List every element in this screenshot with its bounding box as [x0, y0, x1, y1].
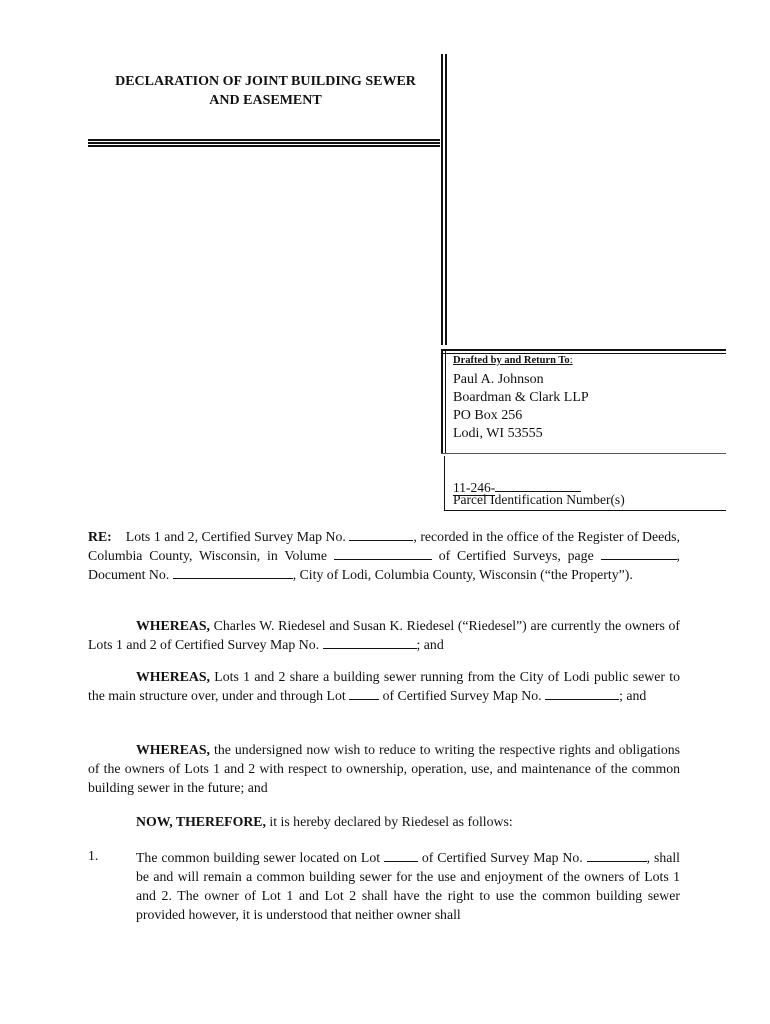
return-address-firm: Boardman & Clark LLP — [453, 390, 589, 405]
parcel-number: 11-246- — [453, 479, 581, 496]
whereas-paragraph-3: WHEREAS, the undersigned now wish to reduce to writing the respective rights and obligations of the owners of Lots 1 and 2 with respect to ownership, operation, use, and maintenance of the common building sewer in the future; and — [88, 742, 680, 795]
vertical-rule — [441, 54, 448, 345]
parcel-label: Parcel Identification Number(s) — [453, 492, 625, 507]
lot-blank[interactable] — [349, 688, 379, 700]
page-blank[interactable] — [601, 548, 677, 560]
lot-blank-2[interactable] — [384, 850, 418, 862]
csm-number-blank-2[interactable] — [323, 637, 417, 649]
csm-number-blank[interactable] — [349, 529, 413, 541]
whereas-paragraph-1: WHEREAS, Charles W. Riedesel and Susan K. Riedesel (“Riedesel”) are currently the owners of Lots 1 and 2 of Certified Survey Map No. ; and — [88, 618, 680, 652]
drafted-by-label: Drafted by and Return To: — [453, 355, 573, 366]
now-therefore-paragraph: NOW, THEREFORE, it is hereby declared by Riedesel as follows: — [136, 814, 513, 829]
return-address-city: Lodi, WI 53555 — [453, 426, 543, 441]
title-rule — [88, 139, 440, 148]
whereas-paragraph-2: WHEREAS, Lots 1 and 2 share a building sewer running from the City of Lodi public sewer to the main structure over, under and through Lot of Certified Survey Map No. ; and — [88, 669, 681, 703]
return-address-name: Paul A. Johnson — [453, 372, 544, 387]
csm-number-blank-3[interactable] — [545, 688, 619, 700]
document-title — [88, 72, 443, 110]
document-number-blank[interactable] — [173, 567, 293, 579]
title-line-1: DECLARATION OF JOINT BUILDING SEWER — [115, 74, 416, 89]
title-line-2: AND EASEMENT — [209, 93, 322, 108]
paragraph-1-number: 1. — [88, 848, 99, 863]
volume-blank[interactable] — [334, 548, 432, 560]
paragraph-1: The common building sewer located on Lot of Certified Survey Map No. , shall be and will remain a common building sewer for the use and enjoyment of the owners of Lots 1 and 2. The owner of Lot 1 and Lot 2 shall have the right to use the common building sewer provided however, it is understood that neither owner shall — [136, 850, 681, 922]
re-label: RE: — [88, 529, 112, 544]
re-paragraph: RE: Lots 1 and 2, Certified Survey Map No. , recorded in the office of the Register of Deeds, Columbia County, Wisconsin, in Volume of Certified Surveys, page , Document No. , City of Lodi, Columbia County, Wisconsin (“the Property”). — [88, 529, 680, 582]
csm-number-blank-4[interactable] — [587, 850, 647, 862]
return-address-pobox: PO Box 256 — [453, 408, 523, 423]
